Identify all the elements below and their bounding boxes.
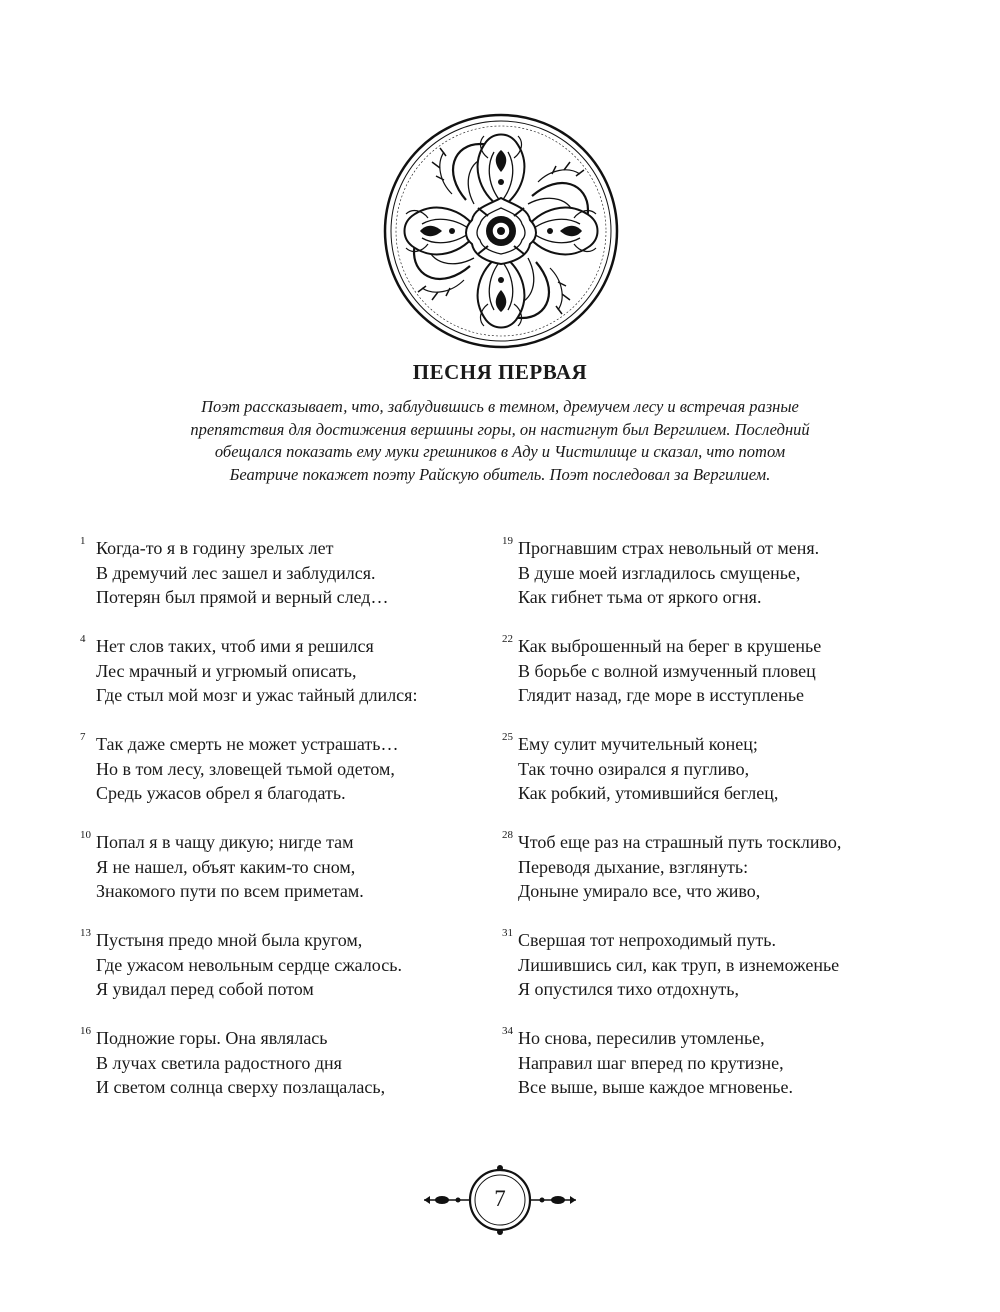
stanza <box>80 536 480 634</box>
verse-line: Так даже смерть не может устрашать… <box>96 734 399 754</box>
verse-line: Лишившись сил, как труп, в изнеможенье <box>518 954 840 975</box>
stanza <box>502 732 922 830</box>
line-number: 10 <box>80 829 91 841</box>
page-number: 7 <box>494 1186 506 1211</box>
page-title: ПЕСНЯ ПЕРВАЯ <box>412 360 588 384</box>
verse-line: Прогнавшим страх невольный от меня. <box>518 538 820 558</box>
line-number: 13 <box>80 927 91 939</box>
summary-line: препятствия для достижения вершины горы, он настигнут был Вергилием. Последний <box>190 419 810 439</box>
verse-line: Ему сулит мучительный конец; <box>518 734 758 754</box>
stanza <box>502 1026 922 1124</box>
line-number: 4 <box>80 633 86 645</box>
stanza <box>502 634 922 732</box>
verse-line: Подножие горы. Она являлась <box>96 1028 328 1048</box>
verse-line: Так точно озирался я пугливо, <box>518 758 750 779</box>
stanza <box>502 928 922 1026</box>
page-footer <box>420 1160 580 1240</box>
verse-line: Глядит назад, где море в исступленье <box>518 685 805 705</box>
verse-line: Я не нашел, объят каким-то сном, <box>96 856 356 877</box>
verse-line: Нет слов таких, чтоб ими я решился <box>96 636 374 656</box>
verse-column-right <box>502 536 922 1124</box>
summary-line: Беатриче покажет поэту Райскую обитель. Поэт последовал за Вергилием. <box>229 464 771 484</box>
verse-line: Как выброшенный на берег в крушенье <box>518 636 822 656</box>
verse-line: Я увидал перед собой потом <box>96 979 314 999</box>
verse-line: Потерян был прямой и верный след… <box>96 587 389 607</box>
line-number: 34 <box>502 1025 513 1037</box>
verse-line: Все выше, выше каждое мгновенье. <box>518 1077 793 1097</box>
line-number: 22 <box>502 633 513 645</box>
verse-line: Но в том лесу, зловещей тьмой одетом, <box>96 758 395 779</box>
verse-line: В душе моей изгладилось смущенье, <box>518 562 801 583</box>
line-number: 19 <box>502 535 513 547</box>
stanza <box>502 536 922 634</box>
verse-line: Направил шаг вперед по крутизне, <box>518 1052 784 1073</box>
verse-column-left <box>80 536 480 1124</box>
stanza <box>80 1026 480 1124</box>
verse-line: Как гибнет тьма от яркого огня. <box>518 587 762 607</box>
stanza <box>80 830 480 928</box>
verse-line: Но снова, пересилив утомленье, <box>518 1028 765 1048</box>
verse-line: Средь ужасов обрел я благодать. <box>96 783 346 803</box>
stanza <box>502 830 922 928</box>
verse-line: Когда-то я в годину зрелых лет <box>96 538 334 558</box>
verse-line: Как робкий, утомившийся беглец, <box>518 783 779 803</box>
line-number: 25 <box>502 731 513 743</box>
verse-line: В борьбе с волной измученный пловец <box>518 660 816 681</box>
verse-line: И светом солнца сверху позлащалась, <box>96 1077 386 1097</box>
verse-line: В дремучий лес зашел и заблудился. <box>96 562 376 583</box>
line-number: 31 <box>502 927 513 939</box>
verse-line: Лес мрачный и угрюмый описать, <box>96 660 357 681</box>
verse-line: Где ужасом невольным сердце сжалось. <box>96 954 402 975</box>
verse-line: В лучах светила радостного дня <box>96 1052 342 1073</box>
verse-line: Попал я в чащу дикую; нигде там <box>96 832 354 852</box>
stanza <box>80 928 480 1026</box>
line-number: 1 <box>80 535 86 547</box>
verse-line: Я опустился тихо отдохнуть, <box>518 979 740 999</box>
line-number: 7 <box>80 731 86 743</box>
summary-line: Поэт рассказывает, что, заблудившись в темном, дремучем лесу и встречая разные <box>201 397 799 416</box>
summary-line: обещался показать ему муки грешников в Аду и Чистилище и сказал, что потом <box>214 442 786 461</box>
floral-rosette-icon <box>382 112 620 350</box>
stanza <box>80 732 480 830</box>
verse-line: Знакомого пути по всем приметам. <box>96 881 364 901</box>
canto-summary <box>140 396 860 486</box>
verse-line: Где стыл мой мозг и ужас тайный длился: <box>96 685 418 705</box>
verse-line: Свершая тот непроходимый путь. <box>518 930 776 950</box>
verse-line: Пустыня предо мной была кругом, <box>96 930 363 950</box>
verse-line: Переводя дыхание, взглянуть: <box>518 856 749 877</box>
stanza <box>80 634 480 732</box>
verse-line: Доныне умирало все, что живо, <box>518 881 761 901</box>
line-number: 28 <box>502 829 513 841</box>
line-number: 16 <box>80 1025 91 1037</box>
verse-line: Чтоб еще раз на страшный путь тоскливо, <box>518 832 842 852</box>
